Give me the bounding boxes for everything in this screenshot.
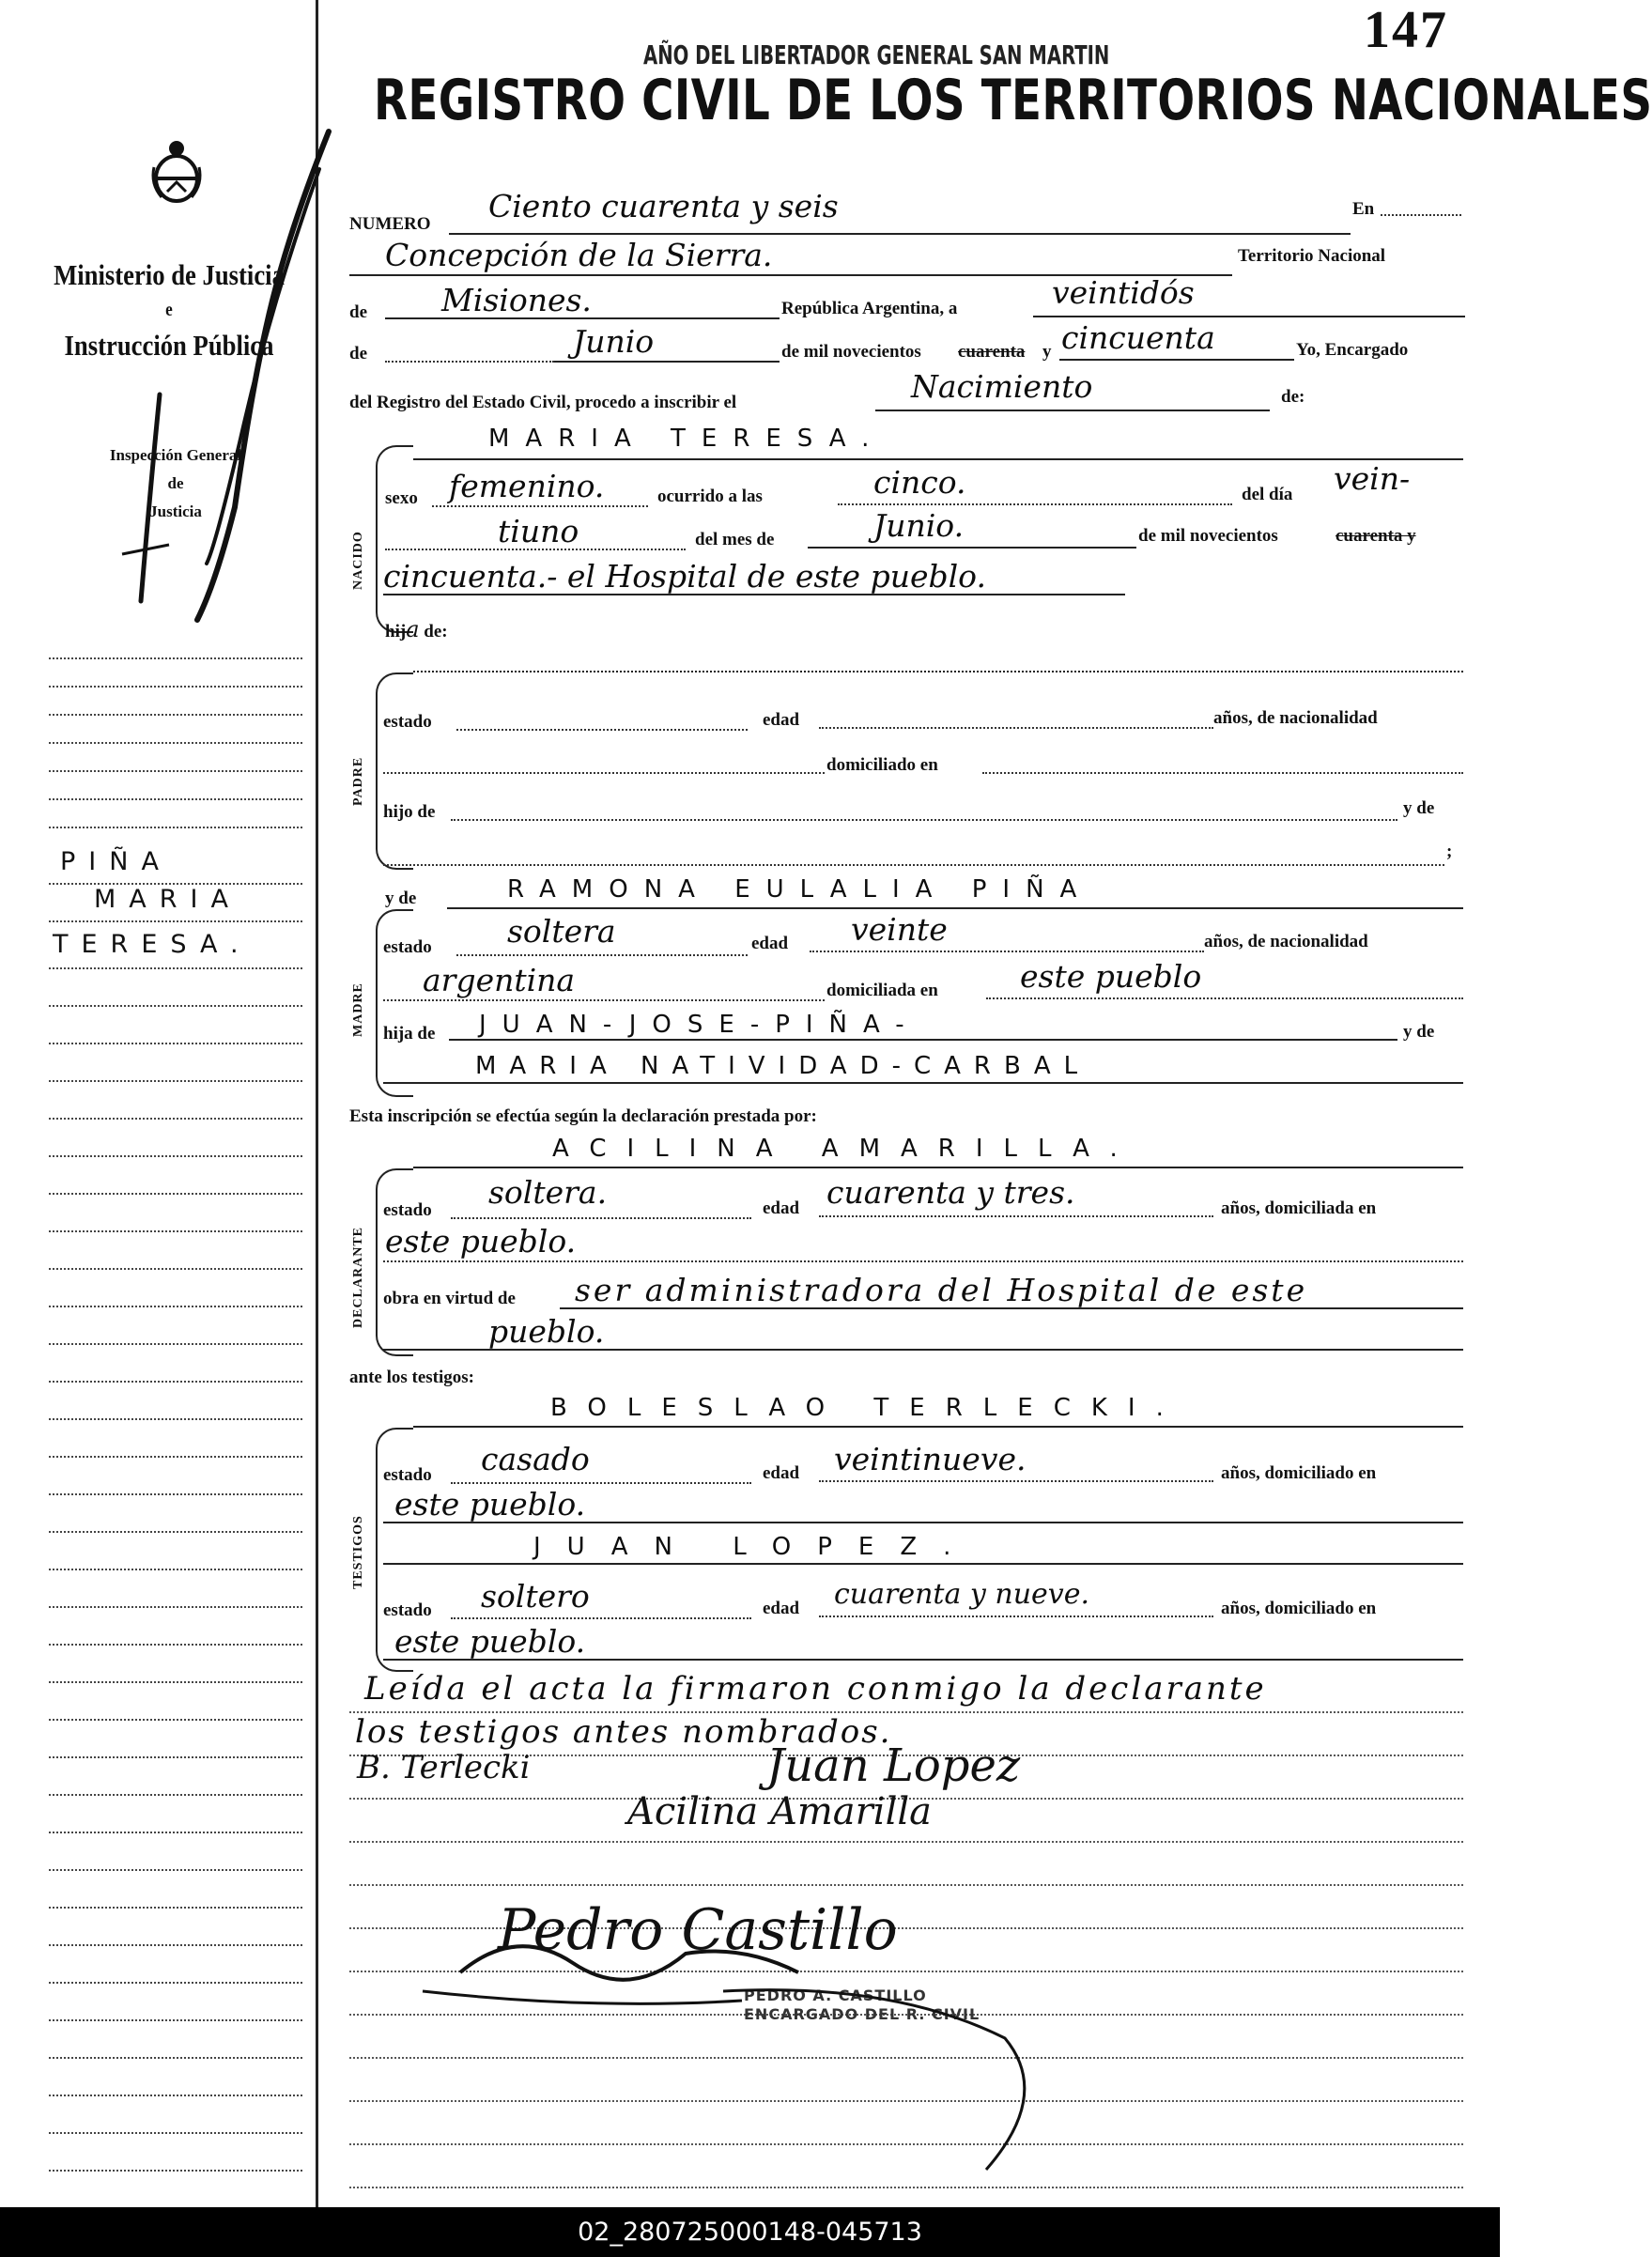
nacido-month-underline [808, 547, 1136, 549]
margin-ruled-line [49, 1832, 302, 1833]
margin-ruled-line [49, 1268, 302, 1270]
testigos-intro: ante los testigos: [349, 1368, 474, 1387]
hour-dotted [838, 503, 1232, 505]
witness2-edad-label: edad [763, 1599, 800, 1618]
margin-pen-strokes [56, 113, 338, 639]
territory-underline [385, 317, 780, 319]
margin-ruled-line [49, 2170, 302, 2172]
nacido-year-place-value: cincuenta.- el Hospital de este pueblo. [383, 558, 986, 595]
month-dotted [385, 361, 554, 363]
margin-ruled-line [49, 1043, 302, 1044]
en-label: En [1352, 199, 1375, 219]
margin-ruled-line [49, 1681, 302, 1683]
margin-ruled-line [49, 1606, 302, 1608]
padre-hijo-de-dotted [451, 819, 1397, 821]
closing-line-2: los testigos antes nombrados. [355, 1713, 892, 1751]
witness1-domicilio-value: este pueblo. [394, 1486, 586, 1523]
sexo-value: femenino. [449, 468, 605, 504]
month-value: Junio [573, 323, 655, 360]
year-heading: AÑO DEL LIBERTADOR GENERAL SAN MARTIN [643, 39, 1110, 70]
nacido-day-value: vein- [1334, 460, 1411, 497]
mil-label: de mil novecientos [781, 342, 921, 362]
madre-edad-dotted [810, 951, 1204, 952]
body-ruled-line [349, 1884, 1463, 1886]
child-name-underline [413, 458, 1463, 460]
ministry-line-2: e [165, 300, 173, 320]
margin-ruled-line [49, 1080, 302, 1082]
padre-top-rule [413, 671, 1463, 672]
obra-underline-2 [383, 1349, 1463, 1351]
padre-edad-dotted [819, 727, 1213, 729]
declarante-edad-label: edad [763, 1198, 800, 1218]
act-underline [875, 410, 1270, 411]
act-value: Nacimiento [911, 368, 1093, 405]
witness1-estado-dotted [451, 1482, 751, 1484]
madre-y-de-label-2: y de [1403, 1022, 1435, 1042]
madre-father-underline [449, 1039, 1397, 1041]
witness1-name-underline [413, 1426, 1463, 1428]
de-label: de [349, 302, 367, 322]
witness2-anos-label: años, domiciliado en [1221, 1599, 1377, 1618]
madre-name-underline [447, 907, 1463, 909]
witness2-estado-value: soltero [481, 1578, 590, 1615]
padre-domiciliado-label: domiciliado en [826, 755, 938, 775]
declarante-anos-label: años, domiciliada en [1221, 1198, 1377, 1218]
stamp-line-1: PEDRO A. CASTILLO [744, 1986, 927, 2004]
margin-ruled-line [49, 798, 302, 800]
margin-ruled-line [49, 2019, 302, 2021]
padre-y-de-label: y de [1403, 798, 1435, 818]
place-value: Concepción de la Sierra. [385, 237, 773, 273]
madre-domiciliada-label: domiciliada en [826, 981, 938, 1000]
witness2-edad-dotted [819, 1615, 1213, 1617]
witness1-edad-label: edad [763, 1463, 800, 1483]
inspection-line-3: Justicia [149, 502, 202, 520]
nacido-mil-label: de mil novecientos [1138, 526, 1278, 546]
padre-estado-dotted [456, 729, 748, 731]
margin-ruled-line [49, 1944, 302, 1946]
hour-value: cinco. [873, 464, 966, 501]
margin-ruled-line [49, 770, 302, 772]
month-underline [554, 361, 780, 363]
mes-label: del mes de [695, 530, 775, 549]
child-name: MARIA TERESA. [488, 425, 886, 453]
madre-nationality-dotted [383, 999, 825, 1001]
padre-bracket [376, 672, 413, 870]
declarante-edad-value: cuarenta y tres. [826, 1174, 1075, 1211]
body-ruled-line [349, 1841, 1463, 1843]
nacido-bracket [376, 445, 413, 633]
margin-ruled-line [49, 1756, 302, 1758]
declarante-bracket [376, 1168, 413, 1356]
territory-value: Misiones. [441, 282, 592, 318]
witness1-anos-label: años, domiciliado en [1221, 1463, 1377, 1483]
declarante-intro: Esta inscripción se efectúa según la declaración prestada por: [349, 1106, 817, 1126]
signature-witness2: Juan Lopez [766, 1739, 1021, 1792]
ministry-line-3: Instrucción Pública [64, 329, 274, 362]
inspection-line-2: de [167, 474, 184, 492]
witness2-domicilio-underline [383, 1659, 1463, 1661]
de-colon-label: de: [1281, 387, 1305, 407]
margin-ruled-line [49, 714, 302, 716]
document-title: REGISTRO CIVIL DE LOS TERRITORIOS NACIONALES [374, 68, 1652, 133]
madre-hija-de-label: hija de [383, 1024, 436, 1043]
nacido-month-value: Junio. [873, 507, 965, 544]
margin-ruled-line [49, 657, 302, 659]
margin-annotation-name1: MARIA [94, 885, 241, 914]
madre-y-de-label: y de [385, 889, 417, 908]
del-dia-label: del día [1242, 485, 1293, 504]
closing-line-1: Leída el acta la firmaron conmigo la declarante [364, 1670, 1267, 1708]
margin-ruled-line [49, 1569, 302, 1570]
witness1-edad-value: veintinueve. [834, 1441, 1027, 1477]
margin-ruled-line [49, 1982, 302, 1984]
margin-ruled-line [49, 1005, 302, 1007]
de-label-2: de [349, 344, 367, 363]
yo-label: Yo, Encargado [1296, 340, 1409, 360]
obra-value: ser administradora del Hospital de este [575, 1272, 1308, 1308]
margin-ruled-line [49, 1381, 302, 1383]
officer-signature-flourish [404, 1888, 1080, 2188]
witness2-edad-value: cuarenta y nueve. [834, 1578, 1090, 1611]
padre-nationality-dotted [383, 772, 825, 774]
margin-ruled-line [49, 1493, 302, 1495]
page-number: 147 [1364, 1, 1448, 59]
year-value: cincuenta [1061, 319, 1215, 356]
registro-label: del Registro del Estado Civil, procedo a inscribir el [349, 393, 737, 412]
hijo-label-text: hij [385, 622, 407, 642]
hijo-de-label: de: [424, 622, 448, 642]
hijo-label [385, 616, 448, 642]
margin-ruled-line [49, 2057, 302, 2059]
signature-witness1: B. Terlecki [357, 1749, 531, 1786]
sexo-dotted [432, 505, 648, 507]
margin-ruled-line [49, 1531, 302, 1533]
witness2-domicilio-value: este pueblo. [394, 1623, 586, 1660]
year-underline [1059, 359, 1294, 361]
day-value: veintidós [1052, 274, 1195, 311]
declarante-estado-dotted [451, 1217, 751, 1219]
madre-domicilio-dotted [986, 997, 1463, 999]
margin-ruled-line [49, 1118, 302, 1120]
hijo-suffix: a [406, 616, 420, 642]
witness2-estado-dotted [451, 1617, 751, 1619]
padre-hijo-de-label: hijo de [383, 802, 436, 822]
declarante-domicilio-value: este pueblo. [385, 1223, 577, 1260]
ministry-line-1: Ministerio de Justicia [54, 258, 285, 291]
day-underline [1033, 316, 1465, 317]
madre-domicilio-value: este pueblo [1020, 958, 1202, 995]
madre-father-name: JUAN-JOSE-PIÑA- [479, 1011, 920, 1039]
margin-ruled-line [49, 1456, 302, 1458]
territorio-label: Territorio Nacional [1238, 246, 1386, 266]
declarante-estado-label: estado [383, 1200, 432, 1220]
madre-estado-value: soltera [507, 913, 616, 950]
witness2-estado-label: estado [383, 1600, 432, 1620]
y-label: y [1042, 342, 1052, 362]
margin-ruled-line [49, 1155, 302, 1157]
witness2-name-underline [383, 1563, 1463, 1565]
day2-dotted [385, 549, 686, 550]
margin-ruled-line [49, 967, 302, 969]
margin-ruled-line [49, 1794, 302, 1796]
margin-ruled-line [49, 2132, 302, 2134]
padre-semicolon: ; [1446, 842, 1453, 861]
madre-edad-value: veinte [851, 911, 948, 948]
declarante-name-underline [413, 1167, 1463, 1168]
sexo-label: sexo [385, 488, 418, 508]
padre-anos-label: años, de nacionalidad [1213, 708, 1378, 728]
padre-estado-label: estado [383, 712, 432, 732]
en-dotted [1381, 214, 1461, 216]
padre-edad-label: edad [763, 710, 800, 730]
margin-ruled-line [49, 1719, 302, 1721]
republica-label: República Argentina, a [781, 299, 958, 318]
nacido-side-label: NACIDO [351, 531, 365, 590]
numero-label: NUMERO [349, 214, 431, 234]
madre-nationality-value: argentina [423, 962, 576, 998]
margin-ruled-line [49, 1869, 302, 1871]
margin-ruled-line [49, 2095, 302, 2096]
stamp-line-2: ENCARGADO DEL R. CIVIL [744, 2005, 980, 2023]
margin-ruled-line [49, 1193, 302, 1195]
testigos-side-label: TESTIGOS [351, 1515, 365, 1589]
madre-anos-label: años, de nacionalidad [1204, 932, 1368, 951]
margin-annotation-surname: PIÑA [60, 847, 172, 876]
padre-side-label: PADRE [351, 756, 365, 806]
margin-annotation-name2: TERESA. [53, 930, 252, 959]
witness1-edad-dotted [819, 1480, 1213, 1482]
nacido-cuarenta-struck: cuarenta y [1335, 526, 1416, 546]
madre-name: RAMONA EULALIA PIÑA [507, 875, 1093, 904]
madre-side-label: MADRE [351, 982, 365, 1037]
margin-ruled-line [49, 920, 302, 922]
numero-underline [449, 233, 1351, 235]
declarante-name: ACILINA AMARILLA. [552, 1135, 1138, 1163]
madre-edad-label: edad [751, 934, 789, 953]
witness1-estado-label: estado [383, 1465, 432, 1485]
margin-ruled-line [49, 1644, 302, 1646]
obra-underline [560, 1307, 1463, 1309]
margin-ruled-line [49, 1306, 302, 1307]
witness1-domicilio-underline [383, 1522, 1463, 1523]
witness1-estado-value: casado [481, 1441, 590, 1477]
declarante-estado-value: soltera. [488, 1174, 608, 1211]
witness2-name: JUAN LOPEZ. [533, 1533, 978, 1561]
margin-ruled-line [49, 1343, 302, 1345]
margin-ruled-line [49, 827, 302, 828]
madre-estado-label: estado [383, 937, 432, 957]
margin-ruled-line [49, 686, 302, 688]
signature-officer: Pedro Castillo [498, 1897, 898, 1963]
padre-second-dotted [383, 864, 1444, 866]
margin-ruled-line [49, 1230, 302, 1232]
margin-ruled-line [49, 1418, 302, 1420]
margin-ruled-line [49, 1907, 302, 1909]
signature-declarante: Acilina Amarilla [627, 1790, 933, 1833]
margin-ruled-line [49, 742, 302, 744]
cuarenta-struck: cuarenta [958, 342, 1026, 362]
padre-domicilio-dotted [982, 772, 1463, 774]
madre-mother-underline [383, 1082, 1463, 1084]
footer-id-bar: 02_280725000148-045713 [0, 2207, 1500, 2257]
declarante-edad-dotted [819, 1215, 1213, 1217]
ocurrido-label: ocurrido a las [657, 487, 763, 506]
obra-value-2: pueblo. [488, 1313, 605, 1350]
declarante-side-label: DECLARANTE [351, 1226, 365, 1328]
declarante-domicilio-dotted [383, 1260, 1463, 1262]
witness1-name: BOLESLAO TERLECKI. [550, 1394, 1184, 1422]
madre-estado-dotted [456, 954, 748, 956]
obra-label: obra en virtud de [383, 1289, 516, 1308]
numero-value: Ciento cuarenta y seis [488, 188, 839, 224]
madre-mother-name: MARIA NATIVIDAD-CARBAL [475, 1052, 1091, 1080]
nacido-day-value-2: tiuno [498, 513, 579, 549]
year-place-underline [383, 594, 1125, 595]
inspection-line-1: Inspección General [109, 446, 242, 464]
